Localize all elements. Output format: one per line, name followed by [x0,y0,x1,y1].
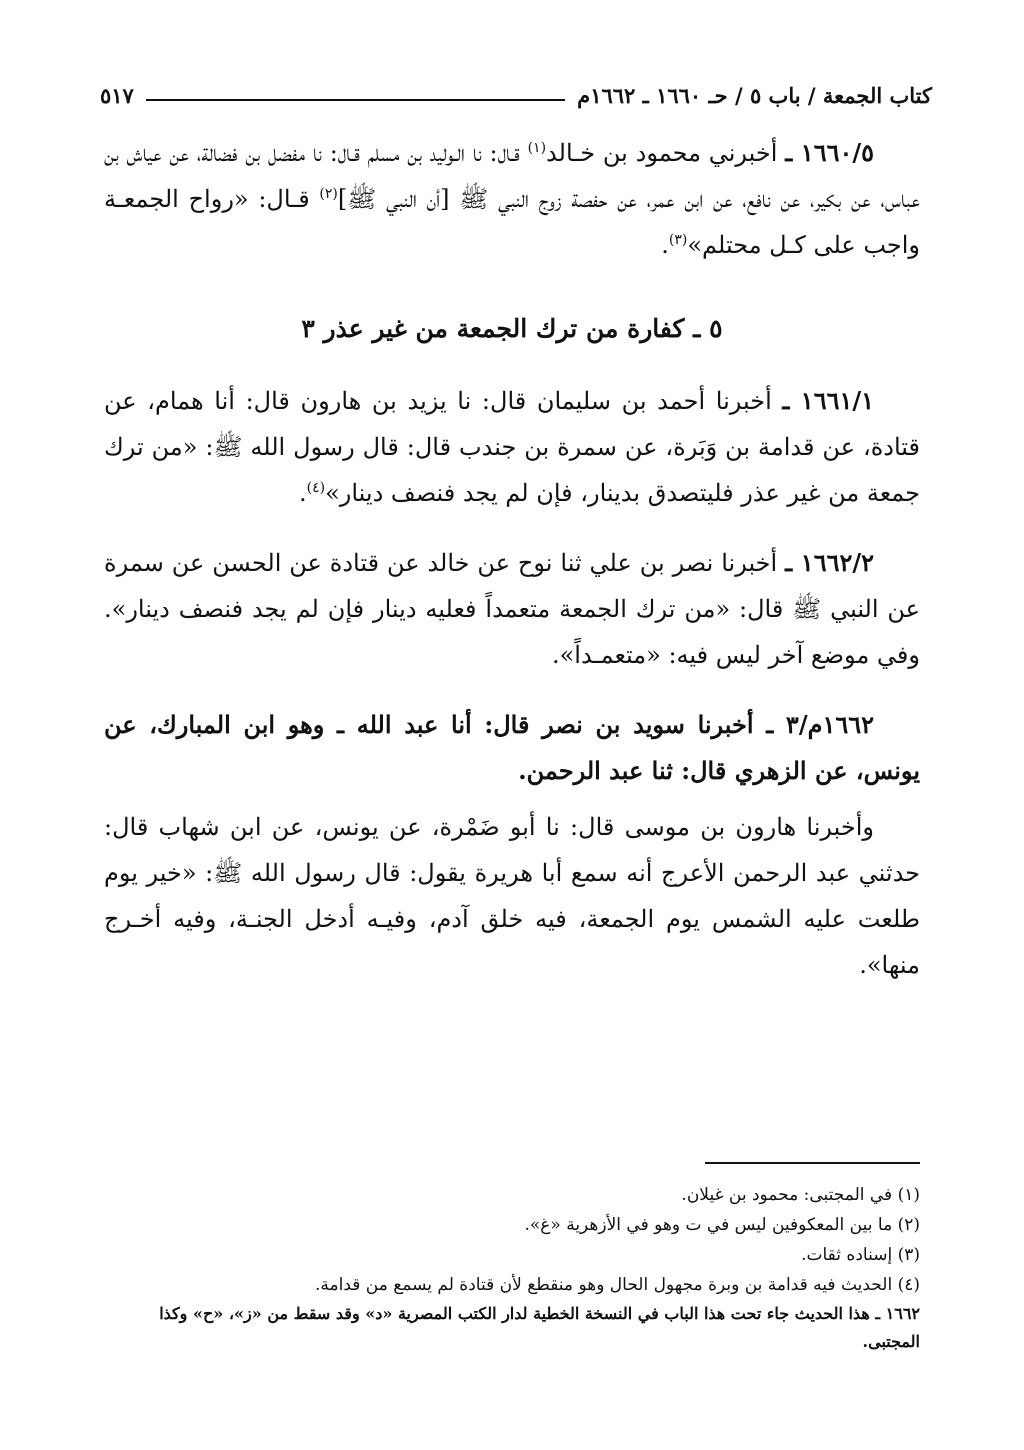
hadith-text: قـال: «رواح الجمعـة واجب على كـل محتلم» [104,185,920,259]
hadith-1661 [104,378,920,516]
footnote-4: (٤) الحديث فيه قدامة بن وبرة مجهول الحال وهو منقطع لأن قتادة لم يسمع من قدامة. [314,1275,920,1295]
footnote-rule [705,1162,920,1164]
footnote-2: (٢) ما بين المعكوفين ليس في ت وهو في الأزهرية «غ». [524,1215,920,1235]
hadith-text: . [298,479,307,507]
hadith-number: ١٦٦٢/٢ ـ [785,548,875,577]
hadith-text: أخبرني محمود بن خـالد [546,139,778,167]
header-rule [146,99,565,101]
main-text [104,130,920,1012]
hadith-text: أخبرنا سويد بن نصر قال: أنا عبد الله ـ وهو ابن المبارك، عن يونس، عن الزهري قال: ثنا عبد الرحمن. [104,710,920,785]
hadith-number: ١٦٦٢م/٣ ـ [766,710,874,739]
footnote-hadith-1662: ١٦٦٢ ـ هذا الحديث جاء تحت هذا الباب في النسخة الخطية لدار الكتب المصرية «د» وقد سقط من «ز»، «ح» وكذا المجتبى. [159,1304,920,1351]
hadith-text: . [661,231,669,259]
hadith-number: ١٦٦٠/٥ ـ [785,138,875,167]
hadith-text: وأخبرنا هارون بن موسى قال: نا أبو ضَمْرة، عن يونس، عن ابن شهاب قال: حدثني عبد الرحمن الأعرج أنه سمع أبا هريرة يقول: قال رسول الله ﷺ: «خير يوم طلعت عليه الشمس يوم الجمعة، فيه خلق آدم، وفيـه أدخل الجنـة، وفيه أخـرج منها». [104,813,920,979]
hadith-text: قـال: نا الـوليد بن مسلم قـال: نا مفضل بن فضالة، عن عياش بن عباس، عن بكير، عن نافع، عن ابن عمر، عن حفصة زوج النبي ﷺ [أن النبي ﷺ] [104,139,920,213]
hadith-1662m [104,702,920,794]
footnote-ref: (٢) [319,186,338,202]
header-title: كتاب الجمعة / باب ٥ / حـ ١٦٦٠ ـ ١٦٦٢م [577,83,932,108]
running-header [100,74,932,108]
hadith-text: أخبرنا أحمد بن سليمان قال: نا يزيد بن هارون قال: أنا همام، عن قتادة، عن قدامة بن وَبَرة، عن سمرة بن جندب قال: قال رسول الله ﷺ: «من ترك جمعة من غير عذر فليتصدق بدينار، فإن لم يجد فنصف دينار» [104,387,921,507]
footnote-ref: (٤) [306,480,326,496]
footnote-ref: (١) [527,140,547,156]
page-number: ٥١٧ [100,83,134,108]
footnotes [104,1180,920,1356]
hadith-text: أخبرنا نصر بن علي ثنا نوح عن خالد عن قتادة عن الحسن عن سمرة عن النبي ﷺ قال: «من ترك الجمعة متعمداً فعليه دينار فإن لم يجد فنصف دينار». وفي موضع آخر ليس فيه: «متعمـداً». [104,549,921,669]
hadith-1662 [104,540,920,678]
hadith-number: ١٦٦١/١ ـ [782,386,875,415]
footnote-ref: (٣) [668,232,688,248]
footnote-1: (١) في المجتبى: محمود بن غيلان. [681,1185,920,1205]
chapter-heading: ٥ ـ كفارة من ترك الجمعة من غير عذر ٣ [301,314,723,343]
footnote-3: (٣) إسناده ثقات. [801,1245,920,1265]
hadith-1660 [104,130,920,268]
hadith-continuation [104,804,920,988]
